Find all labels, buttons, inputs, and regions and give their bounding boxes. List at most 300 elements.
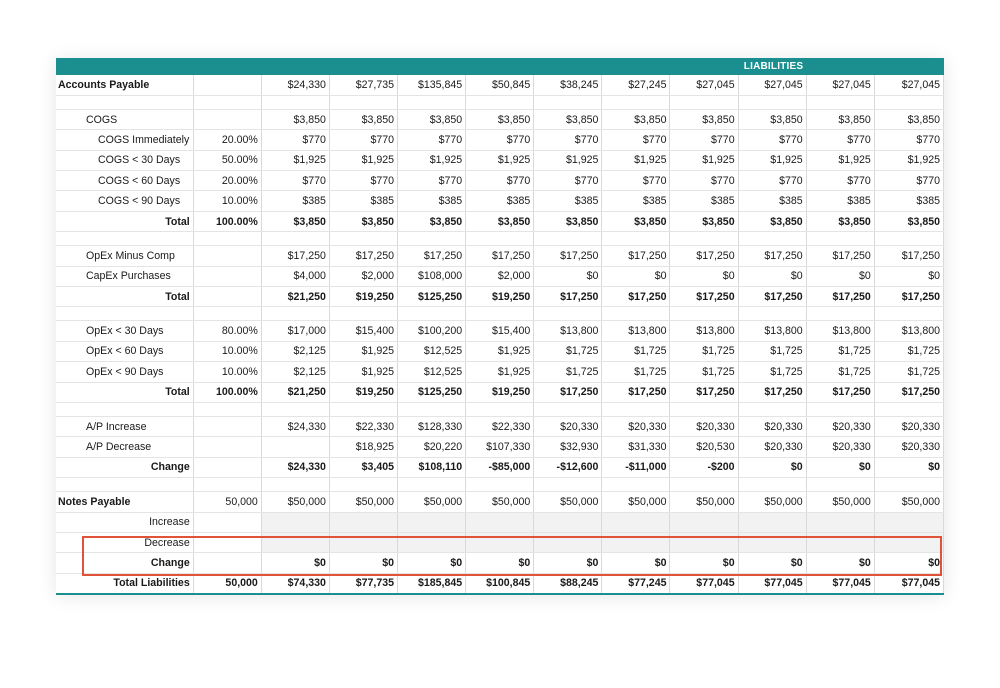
percent-cell[interactable] xyxy=(193,287,261,307)
empty-cell[interactable] xyxy=(56,232,193,246)
value-cell[interactable]: $770 xyxy=(398,171,466,191)
value-cell[interactable]: $24,330 xyxy=(261,416,329,436)
value-cell[interactable]: $0 xyxy=(738,553,806,573)
value-cell[interactable] xyxy=(466,512,534,532)
value-cell[interactable] xyxy=(534,512,602,532)
value-cell[interactable]: $17,250 xyxy=(602,382,670,402)
value-cell[interactable]: $50,000 xyxy=(261,492,329,512)
value-cell[interactable]: $0 xyxy=(534,266,602,286)
value-cell[interactable]: $3,850 xyxy=(466,109,534,129)
empty-cell[interactable] xyxy=(874,232,943,246)
percent-cell[interactable]: 10.00% xyxy=(193,341,261,361)
value-cell[interactable]: $3,850 xyxy=(602,109,670,129)
percent-cell[interactable]: 10.00% xyxy=(193,191,261,211)
value-cell[interactable]: $3,850 xyxy=(261,211,329,231)
value-cell[interactable]: $1,925 xyxy=(261,150,329,170)
value-cell[interactable]: $88,245 xyxy=(534,573,602,593)
value-cell[interactable]: $0 xyxy=(806,553,874,573)
value-cell[interactable]: $17,250 xyxy=(398,246,466,266)
value-cell[interactable]: $0 xyxy=(670,553,738,573)
value-cell[interactable] xyxy=(261,437,329,457)
empty-cell[interactable] xyxy=(670,402,738,416)
empty-cell[interactable] xyxy=(261,95,329,109)
value-cell[interactable]: $20,330 xyxy=(738,437,806,457)
value-cell[interactable]: $77,735 xyxy=(329,573,397,593)
value-cell[interactable]: $13,800 xyxy=(670,321,738,341)
row-label-cell[interactable]: Decrease xyxy=(56,532,193,552)
empty-cell[interactable] xyxy=(329,232,397,246)
value-cell[interactable]: -$12,600 xyxy=(534,457,602,477)
row-label-cell[interactable]: Total xyxy=(56,382,193,402)
value-cell[interactable]: $17,250 xyxy=(602,287,670,307)
value-cell[interactable]: -$11,000 xyxy=(602,457,670,477)
value-cell[interactable]: $0 xyxy=(329,553,397,573)
row-label-cell[interactable]: Accounts Payable xyxy=(56,75,193,95)
value-cell[interactable]: $27,045 xyxy=(670,75,738,95)
empty-cell[interactable] xyxy=(534,95,602,109)
empty-cell[interactable] xyxy=(806,307,874,321)
empty-cell[interactable] xyxy=(738,95,806,109)
value-cell[interactable]: $0 xyxy=(874,266,943,286)
row-label-cell[interactable]: OpEx < 90 Days xyxy=(56,362,193,382)
value-cell[interactable]: $1,925 xyxy=(806,150,874,170)
row-label-cell[interactable]: OpEx < 60 Days xyxy=(56,341,193,361)
value-cell[interactable]: $1,725 xyxy=(534,341,602,361)
value-cell[interactable]: $0 xyxy=(466,553,534,573)
empty-cell[interactable] xyxy=(874,478,943,492)
value-cell[interactable]: $770 xyxy=(261,130,329,150)
value-cell[interactable]: $0 xyxy=(874,553,943,573)
value-cell[interactable]: $128,330 xyxy=(398,416,466,436)
value-cell[interactable]: $17,250 xyxy=(874,246,943,266)
value-cell[interactable]: $770 xyxy=(329,171,397,191)
value-cell[interactable]: -$85,000 xyxy=(466,457,534,477)
value-cell[interactable] xyxy=(874,532,943,552)
empty-cell[interactable] xyxy=(738,402,806,416)
empty-cell[interactable] xyxy=(193,95,261,109)
value-cell[interactable]: $17,250 xyxy=(329,246,397,266)
value-cell[interactable]: $3,850 xyxy=(874,211,943,231)
percent-cell[interactable] xyxy=(193,246,261,266)
value-cell[interactable]: $27,045 xyxy=(738,75,806,95)
value-cell[interactable]: $19,250 xyxy=(329,287,397,307)
value-cell[interactable]: $77,045 xyxy=(806,573,874,593)
value-cell[interactable]: $17,250 xyxy=(874,382,943,402)
empty-cell[interactable] xyxy=(56,478,193,492)
value-cell[interactable]: $1,725 xyxy=(670,341,738,361)
row-label-cell[interactable]: Change xyxy=(56,457,193,477)
empty-cell[interactable] xyxy=(398,402,466,416)
value-cell[interactable] xyxy=(329,532,397,552)
value-cell[interactable]: $20,330 xyxy=(534,416,602,436)
empty-cell[interactable] xyxy=(670,95,738,109)
value-cell[interactable]: $4,000 xyxy=(261,266,329,286)
value-cell[interactable]: $3,850 xyxy=(806,211,874,231)
row-label-cell[interactable]: CapEx Purchases xyxy=(56,266,193,286)
value-cell[interactable]: $3,850 xyxy=(329,109,397,129)
value-cell[interactable]: $20,330 xyxy=(670,416,738,436)
empty-cell[interactable] xyxy=(329,95,397,109)
percent-cell[interactable] xyxy=(193,457,261,477)
value-cell[interactable]: $13,800 xyxy=(738,321,806,341)
empty-cell[interactable] xyxy=(193,232,261,246)
percent-cell[interactable] xyxy=(193,437,261,457)
percent-cell[interactable] xyxy=(193,532,261,552)
empty-cell[interactable] xyxy=(534,232,602,246)
value-cell[interactable]: $21,250 xyxy=(261,287,329,307)
value-cell[interactable]: $12,525 xyxy=(398,341,466,361)
value-cell[interactable]: $77,045 xyxy=(874,573,943,593)
percent-cell[interactable]: 100.00% xyxy=(193,211,261,231)
value-cell[interactable]: $770 xyxy=(261,171,329,191)
value-cell[interactable] xyxy=(670,532,738,552)
empty-cell[interactable] xyxy=(806,478,874,492)
value-cell[interactable]: $0 xyxy=(602,553,670,573)
value-cell[interactable]: $24,330 xyxy=(261,457,329,477)
row-label-cell[interactable]: COGS Immediately xyxy=(56,130,193,150)
value-cell[interactable]: -$200 xyxy=(670,457,738,477)
value-cell[interactable]: $50,000 xyxy=(806,492,874,512)
value-cell[interactable]: $27,245 xyxy=(602,75,670,95)
value-cell[interactable]: $770 xyxy=(466,171,534,191)
value-cell[interactable]: $1,725 xyxy=(874,341,943,361)
value-cell[interactable]: $1,925 xyxy=(874,150,943,170)
empty-cell[interactable] xyxy=(56,95,193,109)
percent-cell[interactable] xyxy=(193,109,261,129)
value-cell[interactable]: $108,110 xyxy=(398,457,466,477)
value-cell[interactable]: $135,845 xyxy=(398,75,466,95)
percent-cell[interactable]: 50.00% xyxy=(193,150,261,170)
value-cell[interactable]: $17,250 xyxy=(806,382,874,402)
value-cell[interactable]: $385 xyxy=(466,191,534,211)
value-cell[interactable]: $20,330 xyxy=(806,416,874,436)
value-cell[interactable]: $31,330 xyxy=(602,437,670,457)
value-cell[interactable] xyxy=(806,512,874,532)
value-cell[interactable]: $13,800 xyxy=(874,321,943,341)
value-cell[interactable]: $3,850 xyxy=(738,109,806,129)
value-cell[interactable]: $770 xyxy=(738,130,806,150)
value-cell[interactable]: $17,250 xyxy=(534,287,602,307)
value-cell[interactable]: $0 xyxy=(398,553,466,573)
value-cell[interactable]: $1,725 xyxy=(738,341,806,361)
value-cell[interactable]: $3,850 xyxy=(534,109,602,129)
value-cell[interactable]: $125,250 xyxy=(398,287,466,307)
value-cell[interactable]: $770 xyxy=(466,130,534,150)
value-cell[interactable]: $1,725 xyxy=(738,362,806,382)
value-cell[interactable]: $17,250 xyxy=(670,246,738,266)
value-cell[interactable] xyxy=(466,532,534,552)
empty-cell[interactable] xyxy=(261,478,329,492)
value-cell[interactable]: $0 xyxy=(806,457,874,477)
row-label-cell[interactable]: Total xyxy=(56,211,193,231)
row-label-cell[interactable]: A/P Decrease xyxy=(56,437,193,457)
value-cell[interactable]: $20,330 xyxy=(602,416,670,436)
percent-cell[interactable]: 20.00% xyxy=(193,130,261,150)
value-cell[interactable]: $1,925 xyxy=(602,150,670,170)
value-cell[interactable]: $770 xyxy=(602,130,670,150)
value-cell[interactable]: $1,725 xyxy=(602,362,670,382)
value-cell[interactable]: $77,245 xyxy=(602,573,670,593)
value-cell[interactable]: $185,845 xyxy=(398,573,466,593)
empty-cell[interactable] xyxy=(806,95,874,109)
percent-cell[interactable]: 10.00% xyxy=(193,362,261,382)
value-cell[interactable]: $19,250 xyxy=(466,382,534,402)
value-cell[interactable]: $770 xyxy=(329,130,397,150)
value-cell[interactable]: $385 xyxy=(738,191,806,211)
value-cell[interactable]: $50,000 xyxy=(738,492,806,512)
empty-cell[interactable] xyxy=(602,402,670,416)
empty-cell[interactable] xyxy=(534,402,602,416)
value-cell[interactable]: $38,245 xyxy=(534,75,602,95)
empty-cell[interactable] xyxy=(466,402,534,416)
value-cell[interactable]: $15,400 xyxy=(329,321,397,341)
value-cell[interactable]: $2,000 xyxy=(466,266,534,286)
value-cell[interactable]: $0 xyxy=(738,266,806,286)
value-cell[interactable]: $17,250 xyxy=(670,287,738,307)
value-cell[interactable]: $50,000 xyxy=(602,492,670,512)
value-cell[interactable]: $74,330 xyxy=(261,573,329,593)
row-label-cell[interactable]: OpEx Minus Comp xyxy=(56,246,193,266)
percent-cell[interactable] xyxy=(193,416,261,436)
empty-cell[interactable] xyxy=(261,402,329,416)
value-cell[interactable] xyxy=(261,532,329,552)
empty-cell[interactable] xyxy=(193,478,261,492)
value-cell[interactable]: $15,400 xyxy=(466,321,534,341)
value-cell[interactable] xyxy=(738,512,806,532)
value-cell[interactable]: $22,330 xyxy=(466,416,534,436)
value-cell[interactable]: $770 xyxy=(534,130,602,150)
value-cell[interactable]: $3,850 xyxy=(329,211,397,231)
empty-cell[interactable] xyxy=(466,95,534,109)
empty-cell[interactable] xyxy=(806,402,874,416)
value-cell[interactable]: $50,000 xyxy=(534,492,602,512)
empty-cell[interactable] xyxy=(261,307,329,321)
value-cell[interactable]: $1,925 xyxy=(329,362,397,382)
value-cell[interactable]: $13,800 xyxy=(534,321,602,341)
value-cell[interactable]: $17,250 xyxy=(534,382,602,402)
value-cell[interactable]: $17,250 xyxy=(534,246,602,266)
value-cell[interactable]: $0 xyxy=(534,553,602,573)
value-cell[interactable]: $385 xyxy=(329,191,397,211)
value-cell[interactable] xyxy=(738,532,806,552)
percent-cell[interactable] xyxy=(193,553,261,573)
value-cell[interactable]: $108,000 xyxy=(398,266,466,286)
empty-cell[interactable] xyxy=(398,95,466,109)
value-cell[interactable]: $50,845 xyxy=(466,75,534,95)
percent-cell[interactable]: 20.00% xyxy=(193,171,261,191)
value-cell[interactable]: $770 xyxy=(874,171,943,191)
value-cell[interactable]: $21,250 xyxy=(261,382,329,402)
value-cell[interactable]: $107,330 xyxy=(466,437,534,457)
value-cell[interactable]: $3,850 xyxy=(670,211,738,231)
empty-cell[interactable] xyxy=(670,232,738,246)
empty-cell[interactable] xyxy=(329,402,397,416)
value-cell[interactable]: $385 xyxy=(670,191,738,211)
value-cell[interactable]: $50,000 xyxy=(398,492,466,512)
value-cell[interactable]: $18,925 xyxy=(329,437,397,457)
empty-cell[interactable] xyxy=(602,478,670,492)
value-cell[interactable]: $77,045 xyxy=(670,573,738,593)
row-label-cell[interactable]: Total Liabilities xyxy=(56,573,193,593)
value-cell[interactable]: $24,330 xyxy=(261,75,329,95)
empty-cell[interactable] xyxy=(602,95,670,109)
value-cell[interactable]: $3,850 xyxy=(670,109,738,129)
empty-cell[interactable] xyxy=(466,307,534,321)
row-label-cell[interactable]: Notes Payable xyxy=(56,492,193,512)
value-cell[interactable]: $17,250 xyxy=(602,246,670,266)
value-cell[interactable]: $1,725 xyxy=(534,362,602,382)
empty-cell[interactable] xyxy=(738,478,806,492)
value-cell[interactable]: $17,250 xyxy=(738,287,806,307)
value-cell[interactable]: $22,330 xyxy=(329,416,397,436)
value-cell[interactable]: $27,045 xyxy=(874,75,943,95)
value-cell[interactable]: $0 xyxy=(874,457,943,477)
value-cell[interactable]: $1,925 xyxy=(670,150,738,170)
percent-cell[interactable]: 80.00% xyxy=(193,321,261,341)
value-cell[interactable]: $17,250 xyxy=(874,287,943,307)
percent-cell[interactable]: 50,000 xyxy=(193,573,261,593)
value-cell[interactable] xyxy=(534,532,602,552)
empty-cell[interactable] xyxy=(193,402,261,416)
value-cell[interactable]: $50,000 xyxy=(874,492,943,512)
value-cell[interactable] xyxy=(261,512,329,532)
value-cell[interactable]: $13,800 xyxy=(806,321,874,341)
empty-cell[interactable] xyxy=(874,402,943,416)
value-cell[interactable]: $385 xyxy=(602,191,670,211)
value-cell[interactable] xyxy=(670,512,738,532)
row-label-cell[interactable]: COGS < 60 Days xyxy=(56,171,193,191)
value-cell[interactable]: $1,725 xyxy=(874,362,943,382)
value-cell[interactable]: $17,250 xyxy=(806,246,874,266)
row-label-cell[interactable]: COGS xyxy=(56,109,193,129)
empty-cell[interactable] xyxy=(534,478,602,492)
value-cell[interactable]: $100,845 xyxy=(466,573,534,593)
empty-cell[interactable] xyxy=(602,307,670,321)
empty-cell[interactable] xyxy=(874,307,943,321)
value-cell[interactable]: $770 xyxy=(874,130,943,150)
value-cell[interactable]: $1,925 xyxy=(534,150,602,170)
value-cell[interactable]: $1,725 xyxy=(602,341,670,361)
value-cell[interactable]: $3,850 xyxy=(398,211,466,231)
value-cell[interactable]: $20,330 xyxy=(738,416,806,436)
percent-cell[interactable]: 50,000 xyxy=(193,492,261,512)
value-cell[interactable]: $20,220 xyxy=(398,437,466,457)
value-cell[interactable]: $2,125 xyxy=(261,362,329,382)
value-cell[interactable]: $27,735 xyxy=(329,75,397,95)
empty-cell[interactable] xyxy=(56,307,193,321)
value-cell[interactable]: $17,250 xyxy=(466,246,534,266)
empty-cell[interactable] xyxy=(329,307,397,321)
value-cell[interactable]: $1,925 xyxy=(329,341,397,361)
row-label-cell[interactable]: Increase xyxy=(56,512,193,532)
value-cell[interactable]: $0 xyxy=(806,266,874,286)
value-cell[interactable]: $385 xyxy=(398,191,466,211)
empty-cell[interactable] xyxy=(670,478,738,492)
value-cell[interactable]: $385 xyxy=(806,191,874,211)
percent-cell[interactable]: 100.00% xyxy=(193,382,261,402)
value-cell[interactable]: $1,925 xyxy=(738,150,806,170)
value-cell[interactable]: $20,330 xyxy=(806,437,874,457)
value-cell[interactable]: $770 xyxy=(738,171,806,191)
value-cell[interactable]: $1,725 xyxy=(806,341,874,361)
empty-cell[interactable] xyxy=(261,232,329,246)
empty-cell[interactable] xyxy=(738,307,806,321)
empty-cell[interactable] xyxy=(466,478,534,492)
value-cell[interactable]: $125,250 xyxy=(398,382,466,402)
row-label-cell[interactable]: OpEx < 30 Days xyxy=(56,321,193,341)
value-cell[interactable]: $1,925 xyxy=(466,341,534,361)
value-cell[interactable]: $20,530 xyxy=(670,437,738,457)
value-cell[interactable]: $2,000 xyxy=(329,266,397,286)
value-cell[interactable]: $17,250 xyxy=(261,246,329,266)
value-cell[interactable]: $770 xyxy=(670,171,738,191)
value-cell[interactable]: $20,330 xyxy=(874,416,943,436)
value-cell[interactable]: $0 xyxy=(261,553,329,573)
value-cell[interactable]: $770 xyxy=(534,171,602,191)
row-label-cell[interactable]: COGS < 90 Days xyxy=(56,191,193,211)
value-cell[interactable]: $50,000 xyxy=(466,492,534,512)
empty-cell[interactable] xyxy=(56,402,193,416)
row-label-cell[interactable]: Change xyxy=(56,553,193,573)
value-cell[interactable]: $17,250 xyxy=(738,382,806,402)
value-cell[interactable]: $3,850 xyxy=(602,211,670,231)
row-label-cell[interactable]: Total xyxy=(56,287,193,307)
value-cell[interactable] xyxy=(329,512,397,532)
value-cell[interactable]: $50,000 xyxy=(329,492,397,512)
percent-cell[interactable] xyxy=(193,512,261,532)
value-cell[interactable]: $32,930 xyxy=(534,437,602,457)
empty-cell[interactable] xyxy=(193,307,261,321)
percent-cell[interactable] xyxy=(193,75,261,95)
value-cell[interactable]: $385 xyxy=(534,191,602,211)
empty-cell[interactable] xyxy=(329,478,397,492)
empty-cell[interactable] xyxy=(398,478,466,492)
value-cell[interactable]: $1,925 xyxy=(466,150,534,170)
value-cell[interactable]: $1,725 xyxy=(670,362,738,382)
value-cell[interactable]: $19,250 xyxy=(329,382,397,402)
value-cell[interactable]: $20,330 xyxy=(874,437,943,457)
value-cell[interactable]: $3,850 xyxy=(466,211,534,231)
value-cell[interactable]: $385 xyxy=(874,191,943,211)
value-cell[interactable]: $27,045 xyxy=(806,75,874,95)
value-cell[interactable] xyxy=(874,512,943,532)
value-cell[interactable] xyxy=(398,512,466,532)
value-cell[interactable]: $17,250 xyxy=(670,382,738,402)
value-cell[interactable]: $385 xyxy=(261,191,329,211)
value-cell[interactable]: $2,125 xyxy=(261,341,329,361)
value-cell[interactable]: $0 xyxy=(602,266,670,286)
value-cell[interactable]: $0 xyxy=(738,457,806,477)
value-cell[interactable]: $0 xyxy=(670,266,738,286)
value-cell[interactable]: $3,850 xyxy=(534,211,602,231)
empty-cell[interactable] xyxy=(398,232,466,246)
value-cell[interactable]: $3,850 xyxy=(398,109,466,129)
value-cell[interactable]: $3,850 xyxy=(738,211,806,231)
value-cell[interactable]: $1,925 xyxy=(329,150,397,170)
value-cell[interactable]: $770 xyxy=(806,130,874,150)
empty-cell[interactable] xyxy=(670,307,738,321)
value-cell[interactable]: $13,800 xyxy=(602,321,670,341)
value-cell[interactable]: $17,000 xyxy=(261,321,329,341)
empty-cell[interactable] xyxy=(398,307,466,321)
value-cell[interactable]: $770 xyxy=(806,171,874,191)
value-cell[interactable]: $17,250 xyxy=(806,287,874,307)
value-cell[interactable]: $770 xyxy=(670,130,738,150)
value-cell[interactable]: $77,045 xyxy=(738,573,806,593)
value-cell[interactable] xyxy=(602,532,670,552)
percent-cell[interactable] xyxy=(193,266,261,286)
value-cell[interactable]: $3,850 xyxy=(874,109,943,129)
